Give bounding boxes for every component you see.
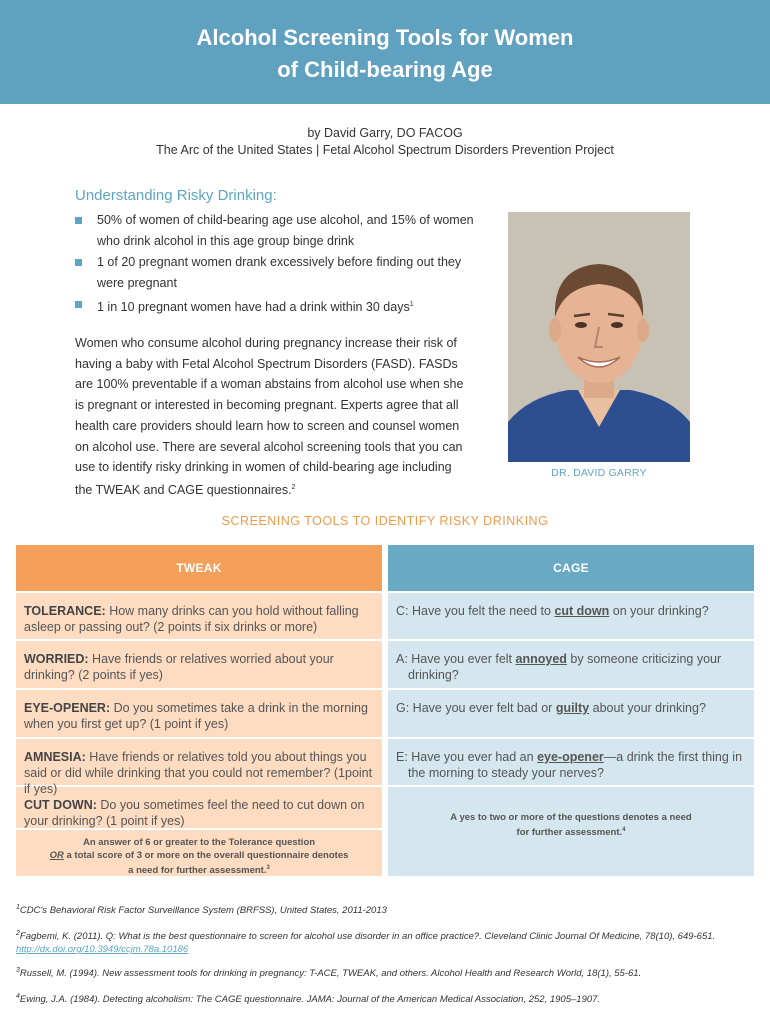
footnote: $^3$Russell, M. (1994). New assessment tools for drinking in pregnancy: T-ACE, TWEAK, and others. Alcohol Health and Research World, 18(1), 55-61. bbox=[16, 967, 642, 980]
table-row: G: Have you ever felt bad or guilty about your drinking? bbox=[388, 688, 754, 737]
title-banner bbox=[0, 0, 770, 104]
table-row: WORRIED: Have friends or relatives worried about your drinking? (2 points if yes) bbox=[16, 639, 382, 688]
footnote: $^1$CDC's Behavioral Risk Factor Surveillance System (BRFSS), United States, 2011-2013 bbox=[16, 904, 387, 917]
bullet-square-icon bbox=[75, 217, 82, 224]
screening-tools-heading: SCREENING TOOLS TO IDENTIFY RISKY DRINKING bbox=[221, 514, 549, 528]
title-line-2: of Child-bearing Age bbox=[277, 57, 493, 82]
list-item: 1 of 20 pregnant women drank excessively before finding out they were pregnant bbox=[75, 252, 485, 294]
portrait-illustration bbox=[508, 212, 690, 462]
byline bbox=[0, 125, 770, 159]
portrait-photo bbox=[508, 212, 690, 462]
table-row: AMNESIA: Have friends or relatives told you about things you said or did while drinking that you could not remember? (1point if yes) bbox=[16, 737, 382, 785]
bullet-square-icon bbox=[75, 301, 82, 308]
table-row: EYE-OPENER: Do you sometimes take a drink in the morning when you first get up? (1 point if yes) bbox=[16, 688, 382, 737]
footnote: $^4$Ewing, J.A. (1984). Detecting alcoholism: The CAGE questionnaire. JAMA: Journal of the American Medical Association, 252, 1905–1907. bbox=[16, 993, 601, 1006]
photo-caption: DR. DAVID GARRY bbox=[551, 467, 647, 479]
bullet-list bbox=[75, 210, 485, 318]
table-row: E: Have you ever had an eye-opener—a drink the first thing in the morning to steady your nerves? bbox=[388, 737, 754, 785]
cage-scoring-note: A yes to two or more of the questions denotes a need for further assessment.$^4$ bbox=[388, 785, 754, 876]
list-item: 50% of women of child-bearing age use alcohol, and 15% of women who drink alcohol in this age group binge drink bbox=[75, 210, 485, 252]
tweak-column bbox=[16, 545, 382, 876]
table-row: TOLERANCE: How many drinks can you hold without falling asleep or passing out? (2 points if six drinks or more) bbox=[16, 591, 382, 639]
doi-link[interactable]: http://dx.doi.org/10.3949/ccjm.78a.10186 bbox=[16, 944, 189, 956]
bullet-square-icon bbox=[75, 259, 82, 266]
intro-paragraph: Women who consume alcohol during pregnancy increase their risk of having a baby with Fetal Alcohol Spectrum Disorders (FASD). FASDs are 100% preventable if a woman abstains from alcohol use when she is pregnant or interested in becoming pregnant. Experts agree that all health care providers should learn how to screen and counsel women on alcohol use. There are several alcohol screening tools that you can use to identify risky drinking in women of child-bearing age including the TWEAK and CAGE questionnaires.$^2$ bbox=[75, 336, 464, 498]
cage-header: CAGE bbox=[388, 545, 754, 591]
list-item: 1 in 10 pregnant women have had a drink within 30 days$^1$ bbox=[75, 294, 485, 318]
table-row: C: Have you felt the need to cut down on your drinking? bbox=[388, 591, 754, 639]
organization: The Arc of the United States | Fetal Alcohol Spectrum Disorders Prevention Project bbox=[156, 143, 614, 157]
cage-column bbox=[388, 545, 754, 876]
page-title bbox=[0, 22, 770, 86]
tweak-header: TWEAK bbox=[16, 545, 382, 591]
title-line-1: Alcohol Screening Tools for Women bbox=[196, 25, 574, 50]
table-row: CUT DOWN: Do you sometimes feel the need to cut down on your drinking? (1 point if yes) bbox=[16, 785, 382, 828]
section-heading: Understanding Risky Drinking: bbox=[75, 187, 277, 204]
author: by David Garry, DO FACOG bbox=[307, 126, 463, 140]
footnote-ref: 1 bbox=[409, 301, 414, 308]
table-row: A: Have you ever felt annoyed by someone criticizing your drinking? bbox=[388, 639, 754, 688]
footnote: $^2$Fagbemi, K. (2011). Q: What is the best questionnaire to screen for alcohol use disorder in an office practice?. Cleveland Clinic Journal Of Medicine, 78(10), 649-651. http://dx.doi.org/10.3949/ccjm.78a.10186 bbox=[16, 930, 716, 956]
tweak-scoring-note: An answer of 6 or greater to the Tolerance question OR a total score of 3 or more on the overall questionnaire denotes a need for further assessment.$^3$ bbox=[16, 828, 382, 876]
footnote-ref: 2 bbox=[291, 483, 296, 491]
